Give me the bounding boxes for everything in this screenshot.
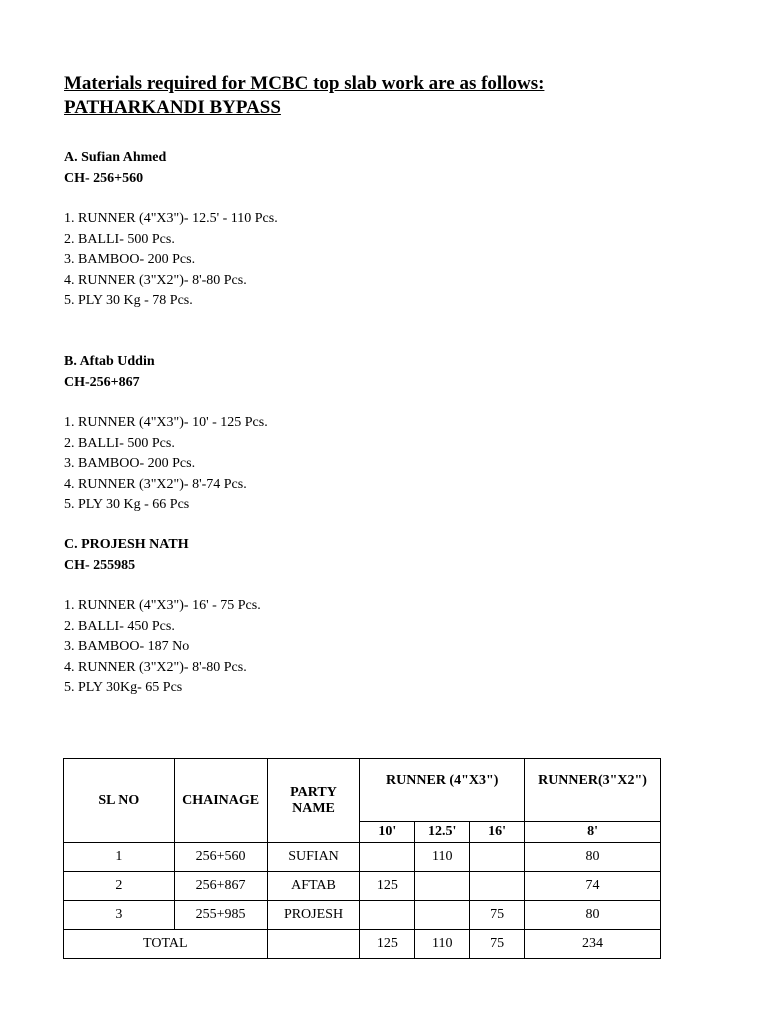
list-item: 2. BALLI- 450 Pcs.: [64, 618, 175, 634]
list-item: 1. RUNNER (4"X3")- 16' - 75 Pcs.: [64, 598, 261, 613]
cell-r10: [360, 843, 415, 872]
total-row: [64, 930, 661, 959]
cell-chainage: 256+560: [174, 843, 267, 872]
list-item: 1. RUNNER (4"X3")- 12.5' - 110 Pcs.: [64, 211, 278, 226]
cell-party: AFTAB: [267, 872, 360, 901]
header-len-16: 16': [470, 822, 525, 843]
section-chainage: CH- 256+560: [64, 170, 144, 186]
cell-chainage: 255+985: [174, 901, 267, 930]
cell-sl: 3: [64, 901, 175, 930]
cell-r8: 74: [525, 872, 661, 901]
total-r12-5: 110: [415, 930, 470, 959]
list-item: 3. BAMBOO- 200 Pcs.: [64, 252, 196, 267]
cell-r16: 75: [470, 901, 525, 930]
cell-r10: 125: [360, 872, 415, 901]
list-item: 5. PLY 30 Kg - 66 Pcs: [64, 497, 190, 512]
cell-r16: [470, 843, 525, 872]
cell-r8: 80: [525, 843, 661, 872]
list-item: 2. BALLI- 500 Pcs.: [64, 231, 175, 247]
table-row: [64, 901, 661, 930]
title-line-1: Materials required for MCBC top slab work are as follows:: [64, 73, 545, 94]
cell-r12-5: 110: [415, 843, 470, 872]
list-item: 4. RUNNER (3"X2")- 8'-74 Pcs.: [64, 476, 247, 492]
header-runner-3x2: RUNNER(3"X2"): [525, 759, 661, 822]
section-a: [64, 148, 278, 312]
list-item: 5. PLY 30 Kg - 78 Pcs.: [64, 293, 193, 308]
list-item: 3. BAMBOO- 187 No: [64, 639, 190, 654]
section-c: [64, 535, 261, 699]
header-runner-4x3: RUNNER (4"X3"): [360, 759, 525, 822]
section-heading: A. Sufian Ahmed: [64, 150, 167, 165]
cell-party: [267, 930, 360, 959]
list-item: 5. PLY 30Kg- 65 Pcs: [64, 680, 183, 695]
table-row: [64, 872, 661, 901]
table-row: [64, 843, 661, 872]
header-party-name: PARTY NAME: [267, 759, 360, 843]
material-list: [64, 209, 278, 312]
total-r16: 75: [470, 930, 525, 959]
section-b: [64, 352, 268, 516]
list-item: 4. RUNNER (3"X2")- 8'-80 Pcs.: [64, 272, 247, 288]
cell-sl: 2: [64, 872, 175, 901]
cell-r12-5: [415, 872, 470, 901]
document-title: [64, 72, 544, 120]
total-r8: 234: [525, 930, 661, 959]
cell-r16: [470, 872, 525, 901]
title-line-2: PATHARKANDI BYPASS: [64, 97, 281, 118]
cell-sl: 1: [64, 843, 175, 872]
summary-table: [63, 758, 661, 959]
list-item: 1. RUNNER (4"X3")- 10' - 125 Pcs.: [64, 415, 268, 430]
cell-party: SUFIAN: [267, 843, 360, 872]
section-heading: B. Aftab Uddin: [64, 354, 155, 369]
list-item: 2. BALLI- 500 Pcs.: [64, 435, 175, 451]
cell-r10: [360, 901, 415, 930]
header-chainage: CHAINAGE: [174, 759, 267, 843]
list-item: 3. BAMBOO- 200 Pcs.: [64, 456, 196, 471]
material-list: [64, 413, 268, 516]
header-len-10: 10': [360, 822, 415, 843]
material-list: [64, 596, 261, 699]
cell-r12-5: [415, 901, 470, 930]
cell-r8: 80: [525, 901, 661, 930]
header-len-8: 8': [525, 822, 661, 843]
list-item: 4. RUNNER (3"X2")- 8'-80 Pcs.: [64, 659, 247, 675]
cell-chainage: 256+867: [174, 872, 267, 901]
header-len-12-5: 12.5': [415, 822, 470, 843]
section-chainage: CH-256+867: [64, 374, 140, 390]
section-chainage: CH- 255985: [64, 557, 136, 573]
total-label: TOTAL: [64, 930, 268, 959]
header-sl-no: SL NO: [64, 759, 175, 843]
section-heading: C. PROJESH NATH: [64, 537, 189, 552]
total-r10: 125: [360, 930, 415, 959]
cell-party: PROJESH: [267, 901, 360, 930]
